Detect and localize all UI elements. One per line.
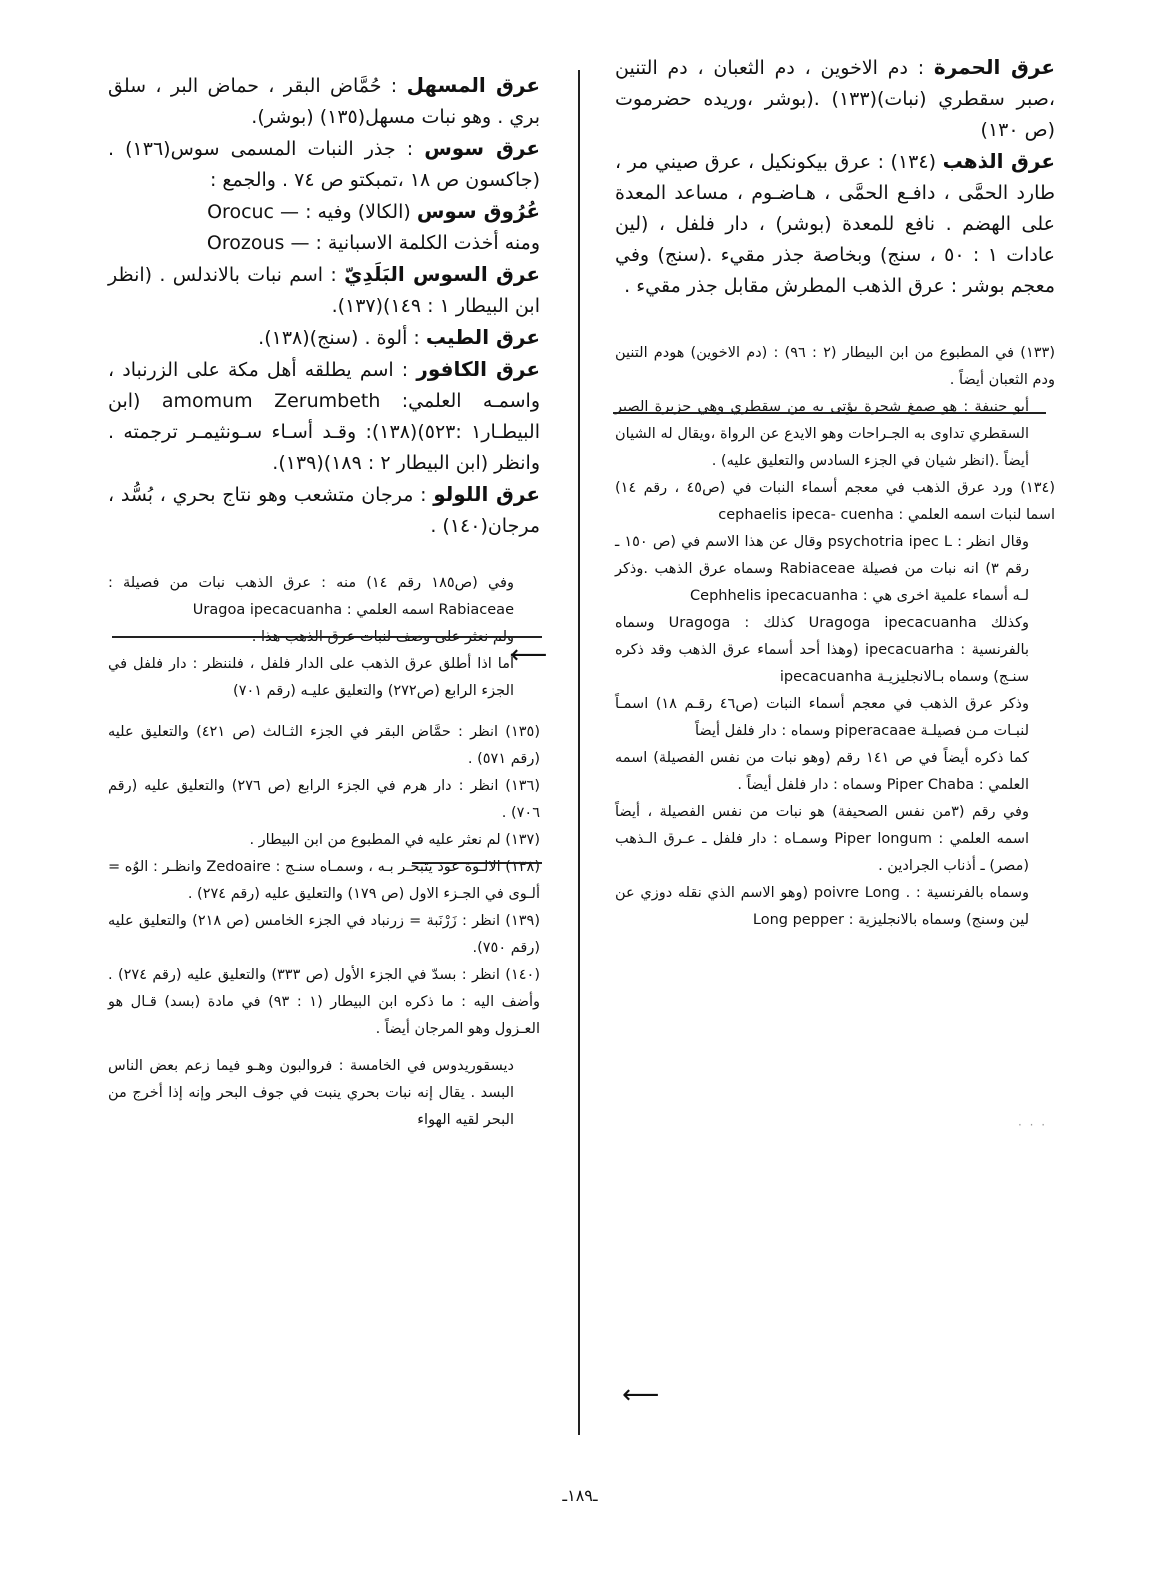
entry-arq-al-mushil [108, 70, 540, 133]
footnote-text: كما ذكره أيضاً في ص ١٤١ رقم (وهو نبات من نفس الفصيلة) اسمه العلمي : Piper Chaba وسماه : دار فلفل أيضاً . [615, 750, 1029, 793]
footnote-continuation: ديسقوريدوس في الخامسة : فروالبون وهـو فيما زعم بعض الناس البسد . يقال إنه نبات بحري ينبت في جوف البحر وإنه إذا أخرج من البحر لقيه الهواء [108, 1058, 514, 1128]
entry-headword: عرق سوس [424, 136, 540, 160]
right-column [615, 52, 1055, 934]
footnote-137: (١٣٧) لم نعثر عليه في المطبوع من ابن البيطار . [249, 832, 540, 848]
page-number: ـ١٨٩ـ [562, 1486, 598, 1505]
footnote-text: وفي رقم (٣من نفس الصحيفة) هو نبات من نفس الفصيلة ، أيضاً اسمه العلمي : Piper longum وسمـاه : دار فلفل ـ عـرق الـذهب (مصر) ـ أذناب الجرادين . [615, 804, 1029, 874]
footnote-134: (١٣٤) ورد عرق الذهب في معجم أسماء النبات في (ص٤٥ ، رقم ١٤) اسما لنبات اسمه العلمي : cephaelis ipeca- cuenha [615, 480, 1055, 523]
entry-arq-al-kafur [108, 354, 540, 479]
continuation-arrow-icon: ⟵ [510, 640, 548, 670]
entry-headword: عرق الطيب [425, 325, 540, 349]
entry-text: ومنه أخذت الكلمة الاسبانية : — Orozous [206, 232, 540, 254]
footnote-continuation: وفي (ص١٨٥ رقم ١٤) منه : عرق الذهب نبات من فصيلة : Rabiaceae اسمه العلمي : Uragoa ipecacuanha [108, 575, 514, 618]
entry-spanish-note [108, 228, 540, 259]
footnote-rule-left-short [412, 862, 542, 864]
entry-arq-al-dhahab [615, 146, 1055, 302]
scan-noise: · · · [1018, 1118, 1048, 1132]
footnote-text: وسماه بالفرنسية : . poivre Long (وهو الاسم الذي نقله دوزي عن لين وسنج) وسماه بالانجليزية : Long pepper [615, 885, 1029, 928]
entry-headword: عرق المسهل [406, 73, 540, 97]
entry-arq-al-tib [108, 322, 540, 354]
footnote-text: وذكر عرق الذهب في معجم أسماء النبات (ص٤٦ رقـم ١٨) اسمـاً لنبـات مـن فصيلـة piperacaae وسماه : دار فلفل أيضاً [615, 696, 1029, 739]
footnote-140: (١٤٠) انظر : بسدّ في الجزء الأول (ص ٣٣٣) والتعليق عليه (رقم ٢٧٤) . وأضف اليه : ما ذكره ابن البيطار (١ : ٩٣) في مادة (بسد) قـال هو العـزول وهو المرجان أيضاً . [108, 967, 541, 1037]
left-column [108, 70, 540, 1134]
entry-text: : دم الاخوين ، دم الثعبان ، دم التنين ،صبر سقطري (نبات)(١٣٣) .(بوشر ،وريده حضرموت (ص ١٣٠) [615, 57, 1055, 141]
column-divider [578, 70, 580, 1435]
footnote-continuation: ولم نعثر على وصف لنبات عرق الذهب هذا . [251, 629, 514, 645]
footnote-rule-right [613, 412, 1046, 414]
entry-headword: عُرُوق سوس [416, 199, 540, 223]
continuation-arrow-icon: ⟵ [622, 1380, 660, 1410]
entry-arq-al-humra [615, 52, 1055, 146]
footnote-136: (١٣٦) انظر : دار هرم في الجزء الرابع (ص ٢٧٦) والتعليق عليه (رقم ٧٠٦) . [108, 778, 540, 821]
entry-headword: عرق الذهب [942, 149, 1055, 173]
footnote-135: (١٣٥) انظر : حمَّاض البقر في الجزء الثـالث (ص ٤٢١) والتعليق عليه (رقم ٥٧١) . [108, 724, 540, 767]
entry-headword: عرق اللولو [433, 482, 540, 506]
footnote-rule-left [112, 636, 542, 638]
footnote-138: (١٣٨) الالـوة عود يتبخـر بـه ، وسمـاه سنـج : Zedoaire وانظـر : الوُه = ألـوى في الجـزء الاول (ص ١٧٩) والتعليق عليه (رقم ٢٧٤) . [108, 859, 540, 902]
footnote-133: (١٣٣) في المطبوع من ابن البيطار (٢ : ٩٦) : (دم الاخوين) هودم التنين ودم الثعبان أيضاً . [615, 345, 1055, 388]
footnote-text: أبو حنيفة : هو صمغ شجرة يؤتى به من سقطري وهي جزيرة الصبر السقطري تداوى به الجـراحات وهو الايدع عن الرواة ،ويقال له الشيان أيضاً .(انظر شيان في الجزء السادس والتعليق عليه) . [615, 399, 1029, 469]
entry-text: : مرجان متشعب وهو نتاج بحري ، بُسُّد ، مرجان(١٤٠) . [108, 484, 540, 537]
entry-arq-al-lulu [108, 479, 540, 542]
entry-uruq-sus [108, 196, 540, 228]
entry-text: (١٣٤) : عرق بيكونكيل ، عرق صيني مر ، طارد الحمَّى ، دافـع الحمَّى ، هـاضـوم ، مساعد المعدة على الهضم . نافع للمعدة (بوشر) ، دار فلفل ، (لين عادات ١ : ٥٠ ، سنج) وبخاصة جذر مقيء .(سنج) وفي معجم بوشر : عرق الذهب المطرش مقابل جذر مقيء . [615, 151, 1056, 297]
entry-arq-al-sus-al-baladi [108, 259, 540, 322]
footnote-text: وقال انظر : psychotria ipec L وقال عن هذا الاسم في (ص ١٥٠ ـ رقم ٣) انه نبات من فصيلة Rabiaceae وسماه عرق الذهب .وذكر لـه أسماء علمية اخرى هي : Cephhelis ipecacuanha [615, 534, 1030, 604]
footnote-continuation: أما اذا أطلق عرق الذهب على الدار فلفل ، فلننظر : دار فلفل في الجزء الرابع (ص٢٧٢) والتعليق عليـه (رقم ٧٠١) [108, 656, 514, 699]
entry-arq-sus [108, 133, 540, 196]
entry-text: : ألوة . (سنج)(١٣٨). [258, 327, 420, 349]
entry-text: : اسم نبات بالاندلس . (انظر ابن البيطار ١ : ١٤٩)(١٣٧). [108, 264, 540, 317]
footnote-text: وكذلك Uragoga ipecacuanha كذلك : Uragoga وسماه بالفرنسية : ipecacuarha (وهذا أحد أسماء عرق الذهب وقد ذكره سنـج) وسماه بـالانجليزيـة ipecacuanha [615, 615, 1029, 685]
footnote-139: (١٣٩) انظر : زَرْنَبة = زرنباد في الجزء الخامس (ص ٢١٨) والتعليق عليه (رقم ٧٥٠). [108, 913, 540, 956]
entry-text: (الكالا) وفيه : — Orocuc [207, 201, 411, 223]
entry-headword: عرق الكافور [416, 357, 540, 381]
entry-text: : اسم يطلقه أهل مكة على الزرنباد ، واسمـه العلمي: amomum Zerumbeth (ابن البيطـار١ :٥٢٣)(١٣٨): وقـد أسـاء سـونثيمـر ترجمته . وانظر (ابن البيطار ٢ : ١٨٩)(١٣٩). [108, 359, 541, 474]
entry-headword: عرق الحمرة [933, 55, 1056, 79]
entry-headword: عرق السوس البَلَدِيّ [344, 262, 541, 286]
entry-text: : جذر النبات المسمى سوس(١٣٦) . (جاكسون ص ١٨ ،تمبكتو ص ٧٤ . والجمع : [108, 138, 540, 191]
entry-text: : حُمَّاض البقر ، حماض البر ، سلق بري . وهو نبات مسهل(١٣٥) (بوشر). [108, 75, 540, 128]
